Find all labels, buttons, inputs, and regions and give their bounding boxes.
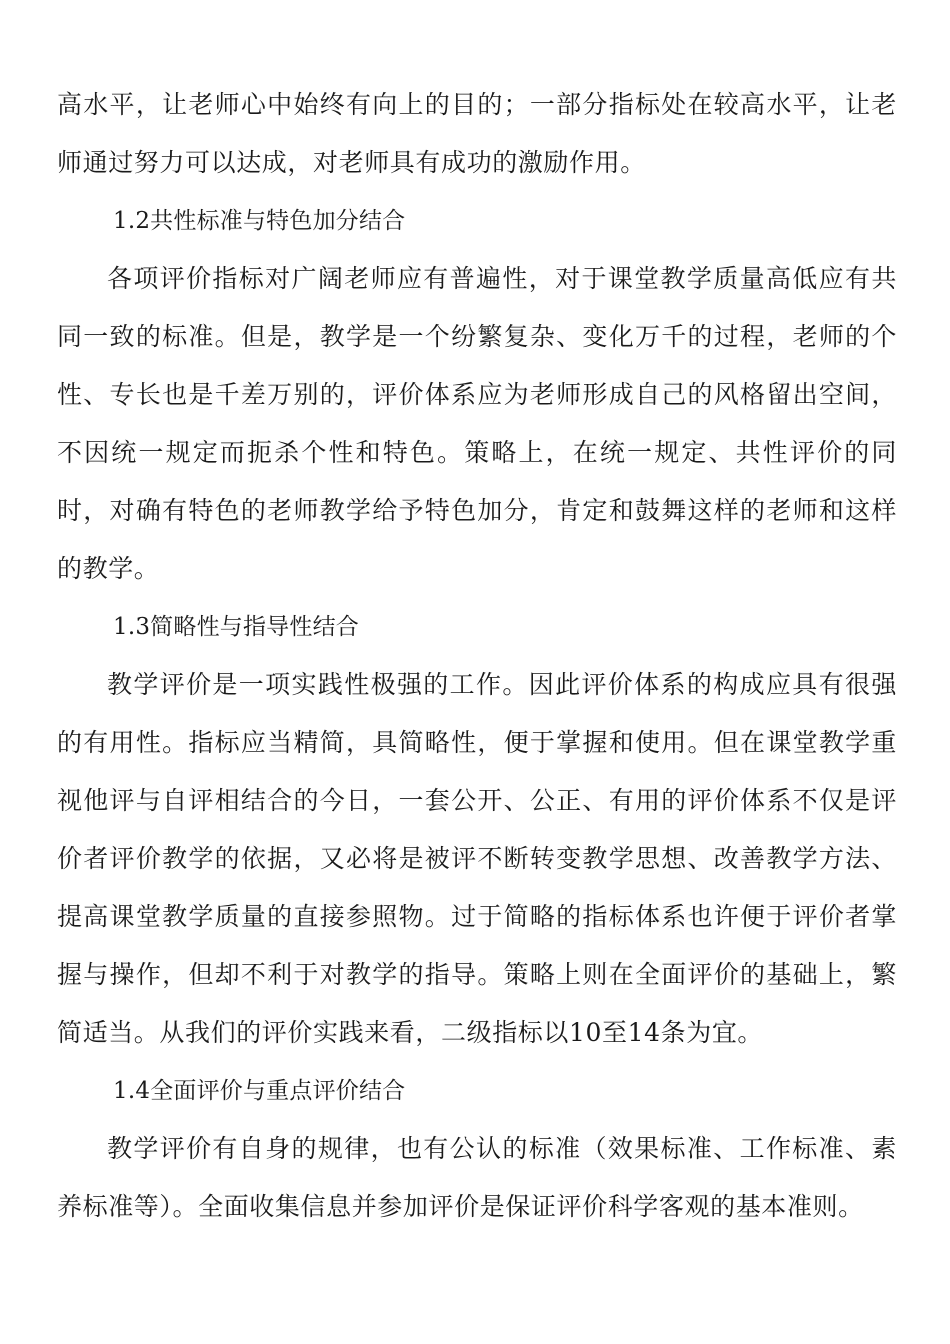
paragraph-continued: 高水平，让老师心中始终有向上的目的；一部分指标处在较高水平，让老师通过努力可以达成，对老师具有成功的激励作用。 — [57, 90, 897, 177]
section-heading-1-2: 1.2共性标准与特色加分结合 — [113, 208, 406, 234]
document-body — [57, 76, 897, 1236]
section-heading-1-4: 1.4全面评价与重点评价结合 — [113, 1078, 406, 1104]
section-heading-1-3: 1.3简略性与指导性结合 — [113, 614, 359, 640]
paragraph-1-3: 教学评价是一项实践性极强的工作。因此评价体系的构成应具有很强的有用性。指标应当精简，具简略性，便于掌握和使用。但在课堂教学重视他评与自评相结合的今日，一套公开、公正、有用的评价体系不仅是评价者评价教学的依据，又必将是被评不断转变教学思想、改善教学方法、提高课堂教学质量的直接参照物。过于简略的指标体系也许便于评价者掌握与操作，但却不利于对教学的指导。策略上则在全面评价的基础上，繁简适当。从我们的评价实践来看，二级指标以10至14条为宜。 — [57, 670, 897, 1047]
paragraph-1-2: 各项评价指标对广阔老师应有普遍性，对于课堂教学质量高低应有共同一致的标准。但是，教学是一个纷繁复杂、变化万千的过程，老师的个性、专长也是千差万别的，评价体系应为老师形成自己的风格留出空间，不因统一规定而扼杀个性和特色。策略上，在统一规定、共性评价的同时，对确有特色的老师教学给予特色加分，肯定和鼓舞这样的老师和这样的教学。 — [57, 264, 897, 583]
paragraph-1-4: 教学评价有自身的规律，也有公认的标准（效果标准、工作标准、素养标准等）。全面收集信息并参加评价是保证评价科学客观的基本准则。 — [57, 1134, 897, 1221]
